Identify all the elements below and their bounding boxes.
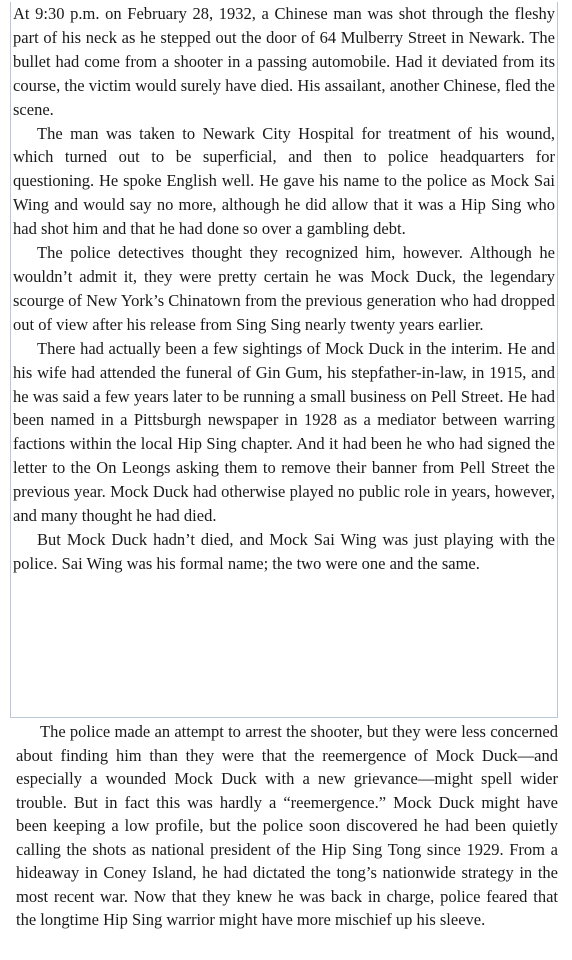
lower-text-block (12, 720, 564, 932)
paragraph-2: The man was taken to Newark City Hospital for treatment of his wound, which turned out to be superficial, and then to police headquarters for questioning. He spoke English well. He gave his name to the police as Mock Sai Wing and would say no more, although he did allow that it was a Hip Sing who had shot him and that he had done so over a gambling debt. (13, 123, 555, 239)
paragraph-1: At 9:30 p.m. on February 28, 1932, a Chinese man was shot through the fleshy part of his neck as he stepped out the door of 64 Mulberry Street in Newark. The bullet had come from a shooter in a passing automobile. Had it deviated from its course, the victim would surely have died. His assailant, another Chinese, fled the scene. (13, 4, 555, 119)
paragraph-6: The police made an attempt to arrest the shooter, but they were less concerned about finding him than they were that the reemergence of Mock Duck—and especially a wounded Mock Duck with a new grievance—might spell wider trouble. But in fact this was hardly a “reemergence.” Mock Duck might have been keeping a low profile, but the police soon discovered he had been quietly calling the shots as national president of the Hip Sing Tong since 1929. From a hideaway in Coney Island, he had dictated the tong’s nationwide strategy in the most recent war. Now that they knew he was back in charge, police feared that the longtime Hip Sing warrior might have more mischief up his sleeve. (16, 722, 558, 929)
paragraph-4: There had actually been a few sightings of Mock Duck in the interim. He and his wife had attended the funeral of Gin Gum, his stepfather-in-law, in 1915, and he was said a few years later to be running a small business on Pell Street. He had been named in a Pittsburgh newspaper in 1928 as a mediator between warring factions within the local Hip Sing chapter. And it had been he who had signed the letter to the On Leongs asking them to remove their banner from Pell Street the previous year. Mock Duck had otherwise played no public role in years, however, and many thought he had died. (13, 338, 555, 526)
paragraph-5: But Mock Duck hadn’t died, and Mock Sai Wing was just playing with the police. Sai Wing was his formal name; the two were one and the same. (13, 529, 555, 573)
paragraph-3: The police detectives thought they recognized him, however. Although he wouldn’t admit it, they were pretty certain he was Mock Duck, the legendary scourge of New York’s Chinatown from the previous generation who had dropped out of view after his release from Sing Sing nearly twenty years earlier. (13, 243, 555, 334)
upper-text-block (10, 2, 558, 718)
